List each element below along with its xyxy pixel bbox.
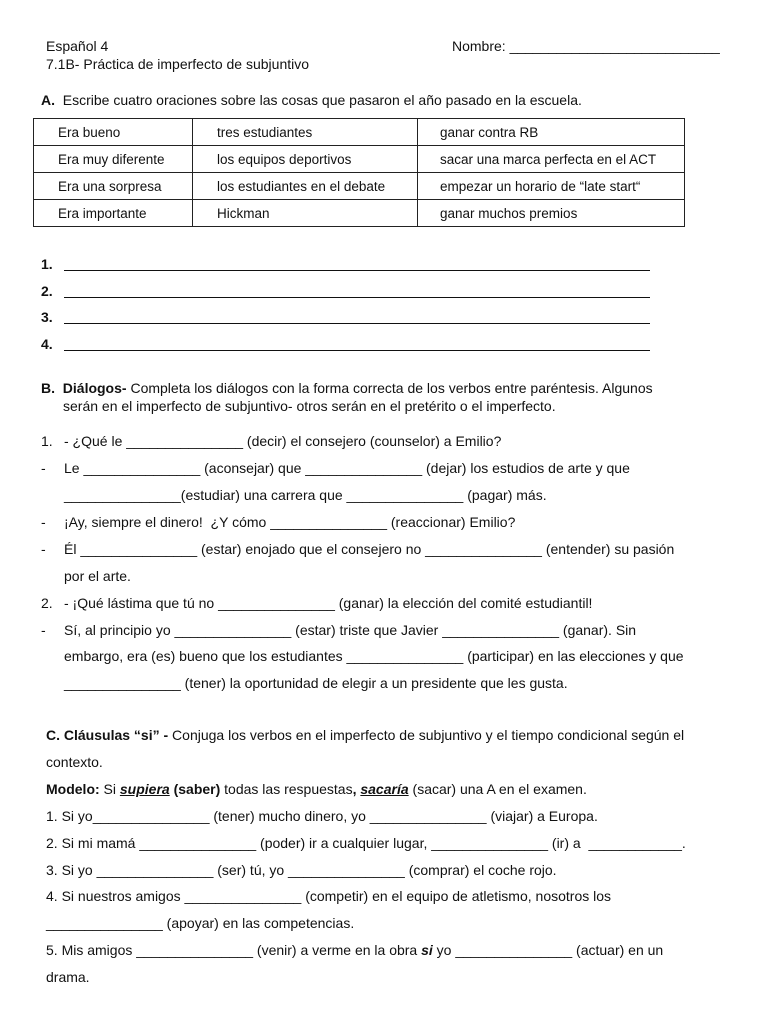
dialogue-marker: - — [41, 514, 46, 530]
table-cell: empezar un horario de “late start“ — [418, 173, 685, 200]
worksheet-title: 7.1B- Práctica de imperfecto de subjuntivo — [46, 56, 310, 72]
answer-line-1[interactable] — [64, 270, 650, 271]
dialogue-line: embargo, era (es) bueno que los estudiantes _______________ (participar) en las elecciones y que — [64, 648, 684, 664]
dialogue-line: Él _______________ (estar) enojado que el consejero no _______________ (entender) su pasión — [64, 541, 675, 557]
table-cell: ganar contra RB — [418, 119, 685, 146]
si-item: drama. — [46, 969, 90, 985]
table-row — [34, 119, 685, 146]
dialogue-line: - ¡Qué lástima que tú no _______________ (ganar) la elección del comité estudiantil! — [64, 595, 593, 611]
table-row — [34, 173, 685, 200]
table-cell: Era una sorpresa — [34, 173, 193, 200]
section-a-letter: A. — [41, 92, 55, 108]
table-cell: Era importante — [34, 200, 193, 227]
answer-line-2[interactable] — [64, 297, 650, 298]
table-row — [34, 146, 685, 173]
answer-number: 4. — [41, 336, 53, 352]
dialogue-line: Sí, al principio yo _______________ (estar) triste que Javier _______________ (ganar). Sin — [64, 622, 637, 638]
section-b-instruction-cont: serán en el imperfecto de subjuntivo- otros serán en el pretérito o el imperfecto. — [63, 398, 556, 414]
si-item: 1. Si yo_______________ (tener) mucho dinero, yo _______________ (viajar) a Europa. — [46, 808, 598, 824]
si-item: 2. Si mi mamá _______________ (poder) ir a cualquier lugar, _______________ (ir) a ____________. — [46, 835, 686, 851]
si-item: 4. Si nuestros amigos _______________ (competir) en el equipo de atletismo, nosotros los — [46, 888, 612, 904]
table-cell: sacar una marca perfecta en el ACT — [418, 146, 685, 173]
dialogue-line: _______________ (tener) la oportunidad de elegir a un presidente que les gusta. — [64, 675, 568, 691]
dialogue-line: ¡Ay, siempre el dinero! ¿Y cómo _______________ (reaccionar) Emilio? — [64, 514, 516, 530]
answer-number: 3. — [41, 309, 53, 325]
table-cell: los equipos deportivos — [193, 146, 418, 173]
answer-line-3[interactable] — [64, 323, 650, 324]
model-verb-1: supiera — [119, 781, 170, 797]
dialogue-marker: 2. — [41, 595, 53, 611]
table-cell: ganar muchos premios — [418, 200, 685, 227]
table-cell: Hickman — [193, 200, 418, 227]
section-b-instruction: B. Diálogos- Completa los diálogos con la forma correcta de los verbos entre paréntesis. Algunos — [41, 380, 653, 396]
dialogue-line: - ¿Qué le _______________ (decir) el consejero (counselor) a Emilio? — [64, 433, 502, 449]
model-verb-2: sacaría — [360, 781, 409, 797]
section-c-title: C. Cláusulas “si” - — [46, 727, 169, 743]
si-item: 5. Mis amigos _______________ (venir) a verme en la obra si yo _______________ (actuar) en un — [46, 942, 664, 958]
si-item: _______________ (apoyar) en las competencias. — [46, 915, 355, 931]
dialogue-marker: - — [41, 460, 46, 476]
dialogue-line: por el arte. — [64, 568, 131, 584]
name-field-label: Nombre: ___________________________ — [452, 38, 720, 54]
si-item: 3. Si yo _______________ (ser) tú, yo _______________ (comprar) el coche rojo. — [46, 862, 557, 878]
section-a-instruction: A. Escribe cuatro oraciones sobre las cosas que pasaron el año pasado en la escuela. — [41, 92, 582, 108]
dialogue-marker: 1. — [41, 433, 53, 449]
section-c-instruction: C. Cláusulas “si” - Conjuga los verbos en el imperfecto de subjuntivo y el tiempo condicional según el — [46, 727, 685, 743]
si-word: si — [421, 942, 433, 958]
dialogue-marker: - — [41, 541, 46, 557]
section-c-instruction-cont: contexto. — [46, 754, 103, 770]
table-cell: los estudiantes en el debate — [193, 173, 418, 200]
model-label: Modelo: — [46, 781, 100, 797]
table-cell: tres estudiantes — [193, 119, 418, 146]
course-title: Español 4 — [46, 38, 109, 54]
section-b-title: Diálogos- — [62, 380, 127, 396]
answer-number: 1. — [41, 256, 53, 272]
table-cell: Era muy diferente — [34, 146, 193, 173]
word-bank-table — [33, 118, 685, 227]
dialogue-marker: - — [41, 622, 46, 638]
table-cell: Era bueno — [34, 119, 193, 146]
dialogue-line: _______________(estudiar) una carrera que _______________ (pagar) más. — [64, 487, 547, 503]
model-sentence: Modelo: Si supiera (saber) todas las respuestas, sacaría (sacar) una A en el examen. — [46, 781, 587, 797]
answer-line-4[interactable] — [64, 350, 650, 351]
dialogue-line: Le _______________ (aconsejar) que _______________ (dejar) los estudios de arte y que — [64, 460, 630, 476]
answer-number: 2. — [41, 283, 53, 299]
table-row — [34, 200, 685, 227]
